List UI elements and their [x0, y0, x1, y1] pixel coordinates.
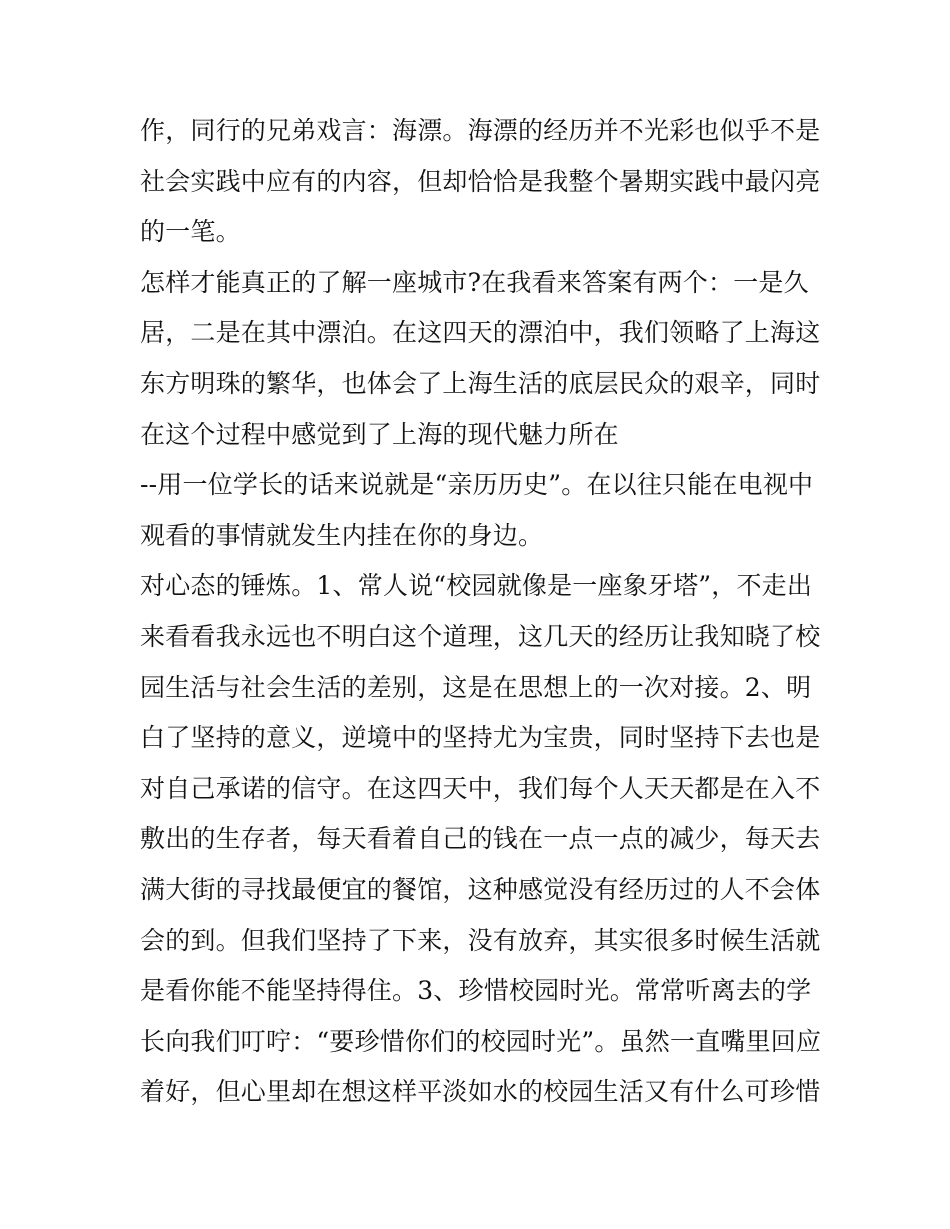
text-line: 来看看我永远也不明白这个道理，这几天的经历让我知晓了校: [140, 621, 821, 651]
text-line: 怎样才能真正的了解一座城市?在我看来答案有两个：一是久: [140, 267, 809, 297]
text-line: 园生活与社会生活的差别，这是在思想上的一次对接。2、明: [140, 672, 812, 702]
text-line: --用一位学长的话来说就是“亲历历史”。在以往只能在电视中: [140, 470, 814, 500]
body-text: [140, 106, 820, 1118]
text-line: 长向我们叮咛：“要珍惜你们的校园时光”。虽然一直嘴里回应: [140, 1026, 822, 1056]
text-line: 会的到。但我们坚持了下来，没有放弃，其实很多时候生活就: [140, 925, 821, 955]
text-line: 的一笔。: [140, 217, 241, 247]
text-line: 作，同行的兄弟戏言：海漂。海漂的经历并不光彩也似乎不是: [140, 116, 821, 145]
text-line: 在这个过程中感觉到了上海的现代魅力所在: [140, 419, 619, 449]
text-line: 敷出的生存者，每天看着自己的钱在一点一点的减少，每天去: [140, 824, 821, 854]
text-line: 对自己承诺的信守。在这四天中，我们每个人天天都是在入不: [140, 773, 821, 803]
text-line: 对心态的锤炼。1、常人说“校园就像是一座象牙塔”，不走出: [140, 571, 813, 601]
text-line: 白了坚持的意义，逆境中的坚持尤为宝贵，同时坚持下去也是: [140, 723, 821, 753]
text-line: 居，二是在其中漂泊。在这四天的漂泊中，我们领略了上海这: [140, 318, 821, 348]
text-line: 社会实践中应有的内容，但却恰恰是我整个暑期实践中最闪亮: [140, 166, 821, 196]
text-line: 是看你能不能坚持得住。3、珍惜校园时光。常常听离去的学: [140, 976, 812, 1006]
text-line: 东方明珠的繁华，也体会了上海生活的底层民众的艰辛，同时: [140, 368, 821, 398]
text-line: 观看的事情就发生内挂在你的身边。: [140, 520, 544, 550]
text-line: 着好，但心里却在想这样平淡如水的校园生活又有什么可珍惜: [140, 1077, 821, 1107]
text-line: 满大街的寻找最便宜的餐馆，这种感觉没有经历过的人不会体: [140, 874, 821, 904]
